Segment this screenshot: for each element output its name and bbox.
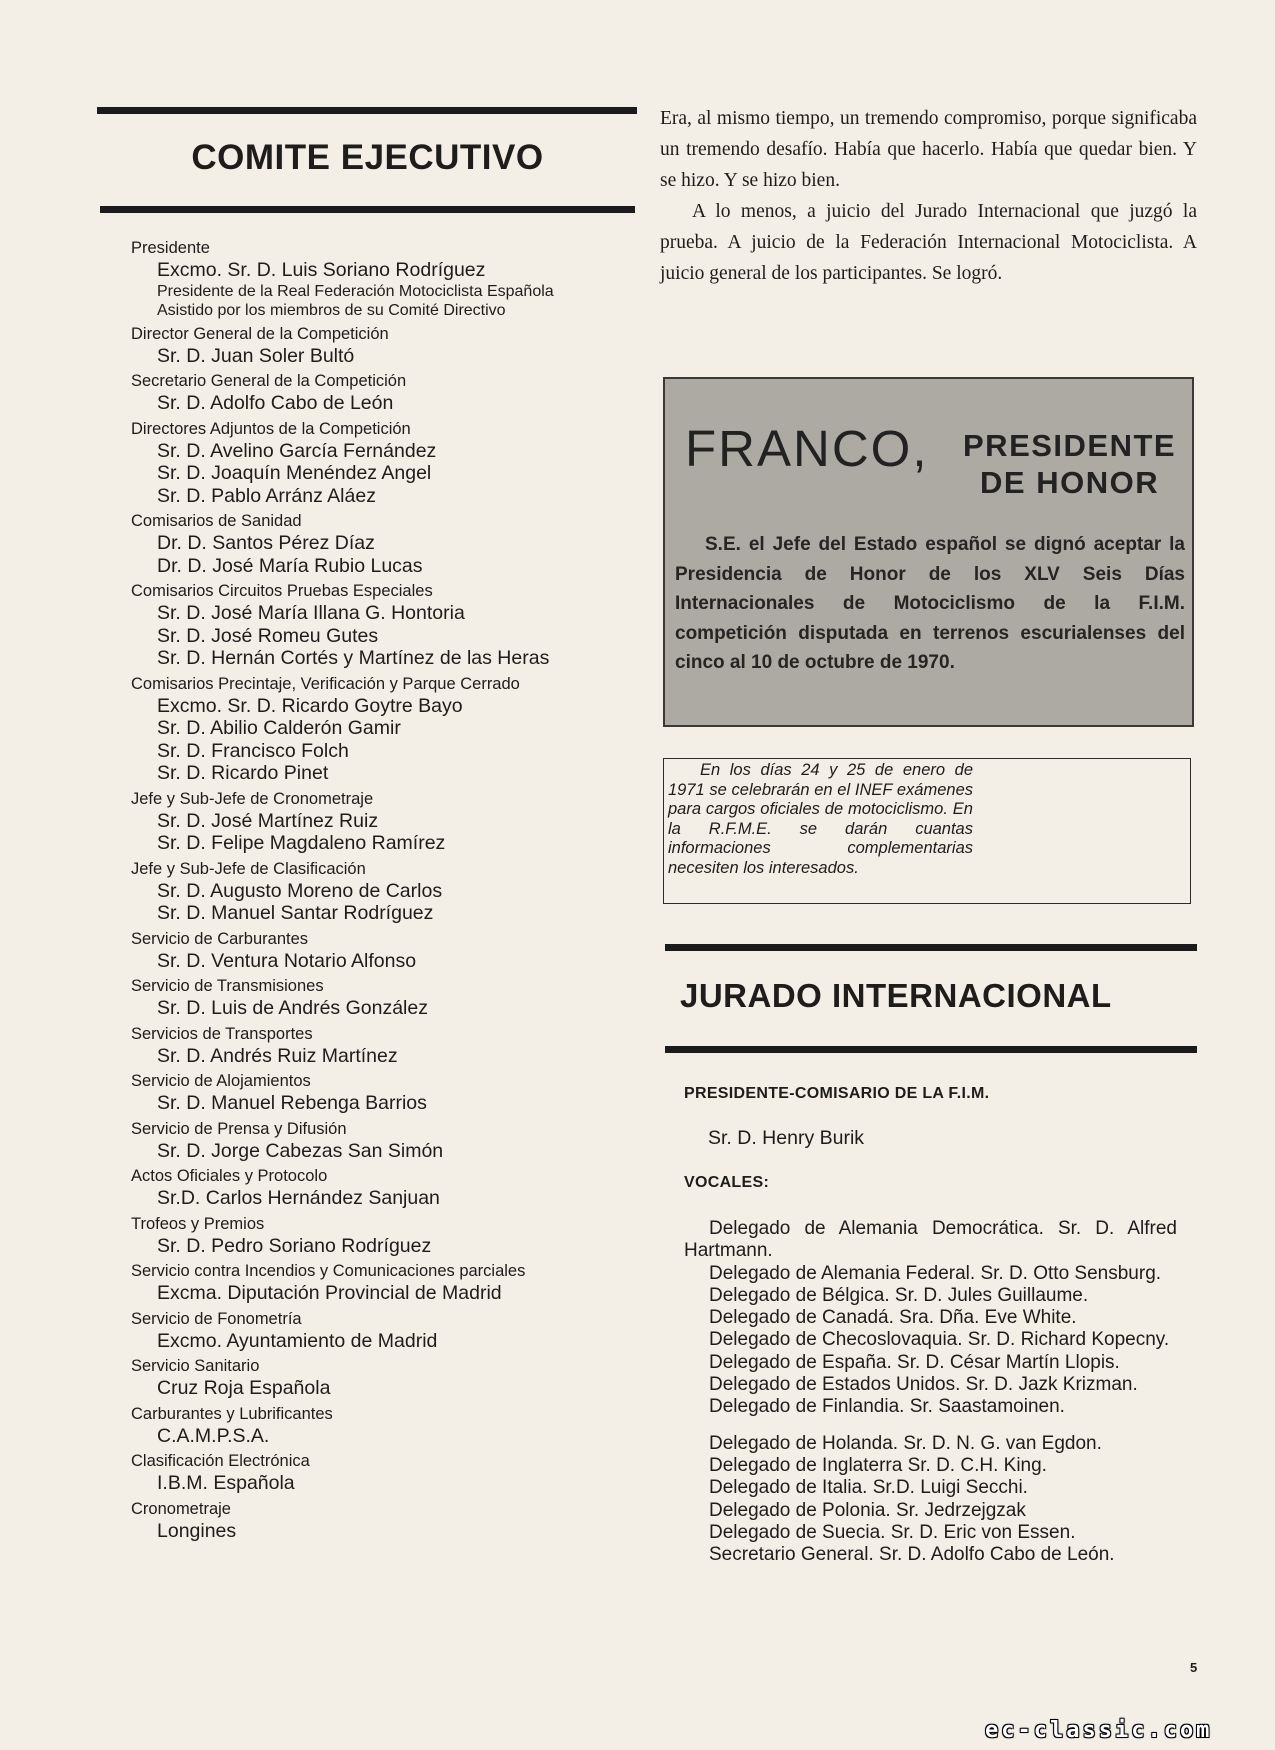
jurado-president-label: PRESIDENTE-COMISARIO DE LA F.I.M. <box>684 1085 990 1102</box>
inef-note-box <box>663 758 1191 904</box>
comite-member-name: I.B.M. Española <box>157 1472 295 1494</box>
comite-role: Servicio de Prensa y Difusión <box>131 1119 347 1138</box>
franco-box <box>663 377 1194 727</box>
comite-member-name: Sr. D. Hernán Cortés y Martínez de las Heras <box>157 647 550 669</box>
comite-role: Comisarios Precintaje, Verificación y Parque Cerrado <box>131 674 520 693</box>
page-number: 5 <box>1190 1660 1198 1675</box>
comite-role: Servicio de Transmisiones <box>131 977 324 995</box>
jurado-vocal: Delegado de Estados Unidos. Sr. D. Jazk Krizman. <box>709 1374 1138 1396</box>
comite-member-name: Excmo. Ayuntamiento de Madrid <box>157 1329 438 1352</box>
comite-role: Comisarios Circuitos Pruebas Especiales <box>131 582 433 600</box>
jurado-vocal: Delegado de Bélgica. Sr. D. Jules Guillaume. <box>709 1284 1089 1306</box>
jurado-vocal: Delegado de España. Sr. D. César Martín Llopis. <box>709 1351 1120 1373</box>
comite-role: Servicio de Alojamientos <box>131 1072 311 1090</box>
comite-member-name: Sr. D. Ventura Notario Alfonso <box>157 949 417 972</box>
comite-member-name: Sr. D. Ricardo Pinet <box>157 762 329 784</box>
comite-role: Servicios de Transportes <box>131 1024 313 1043</box>
comite-member-name: Sr. D. Manuel Santar Rodríguez <box>157 902 434 924</box>
comite-role: Jefe y Sub-Jefe de Cronometraje <box>131 789 374 808</box>
comite-role: Trofeos y Premios <box>131 1214 265 1233</box>
comite-member-name: Cruz Roja Española <box>157 1377 331 1399</box>
comite-member-name: Sr. D. Augusto Moreno de Carlos <box>157 879 443 902</box>
comite-role: Director General de la Competición <box>131 324 389 343</box>
comite-member-name: Sr.D. Carlos Hernández Sanjuan <box>157 1187 440 1209</box>
jurado-vocal: Delegado de Checoslovaquia. Sr. D. Richard Kopecny. <box>709 1329 1170 1351</box>
comite-role: Jefe y Sub-Jefe de Clasificación <box>131 859 366 878</box>
comite-member-name: Sr. D. Andrés Ruiz Martínez <box>157 1044 398 1067</box>
comite-member-note: Asistido por los miembros de su Comité Directivo <box>157 301 506 319</box>
comite-list <box>131 238 651 1542</box>
comite-role: Secretario General de la Competición <box>131 372 407 390</box>
comite-member-name: Excma. Diputación Provincial de Madrid <box>157 1282 502 1304</box>
comite-member-name: Excmo. Sr. D. Luis Soriano Rodríguez <box>157 259 486 281</box>
comite-member-name: Sr. D. Abilio Calderón Gamir <box>157 717 401 739</box>
inef-note-text: En los días 24 y 25 de enero de 1971 se celebrarán en el INEF exámenes para cargos oficiales de motociclismo. En la R.F.M.E. se darán cuantas informaciones complementarias necesiten los interesados. <box>668 761 973 877</box>
franco-subtitle-line-1: PRESIDENTE <box>963 428 1177 463</box>
comite-role: Clasificación Electrónica <box>131 1452 310 1470</box>
jurado-vocal: Delegado de Alemania Federal. Sr. D. Otto Sensburg. <box>709 1262 1162 1284</box>
comite-member-name: Sr. D. Pedro Soriano Rodríguez <box>157 1234 432 1257</box>
comite-role: Comisarios de Sanidad <box>131 512 302 530</box>
jurado-vocal: Delegado de Canadá. Sra. Dña. Eve White. <box>709 1307 1077 1329</box>
comite-member-name: Dr. D. Santos Pérez Díaz <box>157 532 375 554</box>
jurado-title: JURADO INTERNACIONAL <box>680 977 1112 1014</box>
jurado-vocal: Delegado de Holanda. Sr. D. N. G. van Egdon. <box>709 1432 1102 1454</box>
comite-member-name: Sr. D. José Martínez Ruiz <box>157 809 379 832</box>
comite-role: Servicio Sanitario <box>131 1357 260 1375</box>
comite-role: Actos Oficiales y Protocolo <box>131 1167 328 1185</box>
jurado-vocal: Delegado de Italia. Sr.D. Luigi Secchi. <box>709 1477 1028 1499</box>
comite-member-name: Sr. D. Luis de Andrés González <box>157 997 428 1019</box>
comite-title: COMITE EJECUTIVO <box>191 138 544 177</box>
franco-subtitle <box>963 427 1176 501</box>
jurado-president-name: Sr. D. Henry Burik <box>708 1127 865 1149</box>
intro-paragraph-1: Era, al mismo tiempo, un tremendo compromiso, porque significaba un tremendo desafío. Había que hacerlo. Había que quedar bien. Y se hizo. Y se hizo bien. <box>660 108 1197 191</box>
comite-member-name: C.A.M.P.S.A. <box>157 1424 270 1447</box>
comite-role: Servicio de Fonometría <box>131 1309 302 1328</box>
comite-role: Cronometraje <box>131 1499 231 1518</box>
franco-text: S.E. el Jefe del Estado español se dignó aceptar la Presidencia de Honor de los XLV Seis Días Internacionales de Motociclismo de la F.I.M. competición disputada en terrenos escurialenses del cinco al 10 de octubre de 1970. <box>675 534 1185 673</box>
comite-member-name: Longines <box>157 1519 237 1542</box>
comite-member-name: Excmo. Sr. D. Ricardo Goytre Bayo <box>157 694 463 717</box>
jurado-vocales-label: VOCALES: <box>684 1174 770 1191</box>
jurado-vocal: Delegado de Inglaterra Sr. D. C.H. King. <box>709 1454 1047 1476</box>
jurado-vocal: Delegado de Alemania Democrática. Sr. D. Alfred Hartmann. <box>684 1218 1177 1262</box>
site-watermark: ec-classic.com <box>985 1718 1213 1743</box>
jurado-vocal: Delegado de Suecia. Sr. D. Eric von Essen. <box>709 1521 1076 1543</box>
intro-text <box>660 103 1197 289</box>
comite-member-name: Sr. D. José María Illana G. Hontoria <box>157 602 465 624</box>
comite-member-name: Sr. D. Juan Soler Bultó <box>157 344 355 367</box>
comite-member-name: Sr. D. José Romeu Gutes <box>157 624 379 647</box>
comite-member-name: Sr. D. Joaquín Menéndez Angel <box>157 462 432 484</box>
jurado-vocales-list <box>684 1218 1177 1566</box>
jurado-vocal: Secretario General. Sr. D. Adolfo Cabo de León. <box>709 1544 1115 1566</box>
comite-member-name: Sr. D. Adolfo Cabo de León <box>157 392 394 414</box>
jurado-vocal: Delegado de Polonia. Sr. Jedrzejgzak <box>709 1499 1026 1521</box>
comite-member-name: Sr. D. Pablo Arránz Aláez <box>157 484 376 507</box>
comite-member-name: Sr. D. Francisco Folch <box>157 739 349 762</box>
comite-member-name: Sr. D. Felipe Magdaleno Ramírez <box>157 832 446 854</box>
comite-role: Servicio contra Incendios y Comunicaciones parciales <box>131 1262 526 1280</box>
comite-role: Presidente <box>131 239 210 257</box>
jurado-bottom-rule <box>665 1046 1197 1053</box>
comite-member-name: Sr. D. Avelino García Fernández <box>157 439 437 462</box>
comite-bottom-rule <box>100 206 635 213</box>
jurado-top-rule <box>665 944 1197 951</box>
jurado-vocal: Delegado de Finlandia. Sr. Saastamoinen. <box>709 1396 1065 1418</box>
comite-role: Directores Adjuntos de la Competición <box>131 419 411 438</box>
intro-paragraph-2: A lo menos, a juicio del Jurado Internacional que juzgó la prueba. A juicio de la Federación Internacional Motociclista. A juicio general de los participantes. Se logró. <box>660 201 1197 284</box>
franco-subtitle-line-2: DE HONOR <box>980 465 1160 500</box>
comite-top-rule <box>97 107 637 114</box>
comite-role: Carburantes y Lubrificantes <box>131 1404 333 1423</box>
comite-member-name: Sr. D. Manuel Rebenga Barrios <box>157 1092 427 1114</box>
comite-member-name: Dr. D. José María Rubio Lucas <box>157 554 423 577</box>
comite-member-name: Sr. D. Jorge Cabezas San Simón <box>157 1139 444 1162</box>
comite-role: Servicio de Carburantes <box>131 929 309 948</box>
franco-name: FRANCO, <box>685 420 929 477</box>
comite-member-note: Presidente de la Real Federación Motociclista Española <box>157 282 554 300</box>
